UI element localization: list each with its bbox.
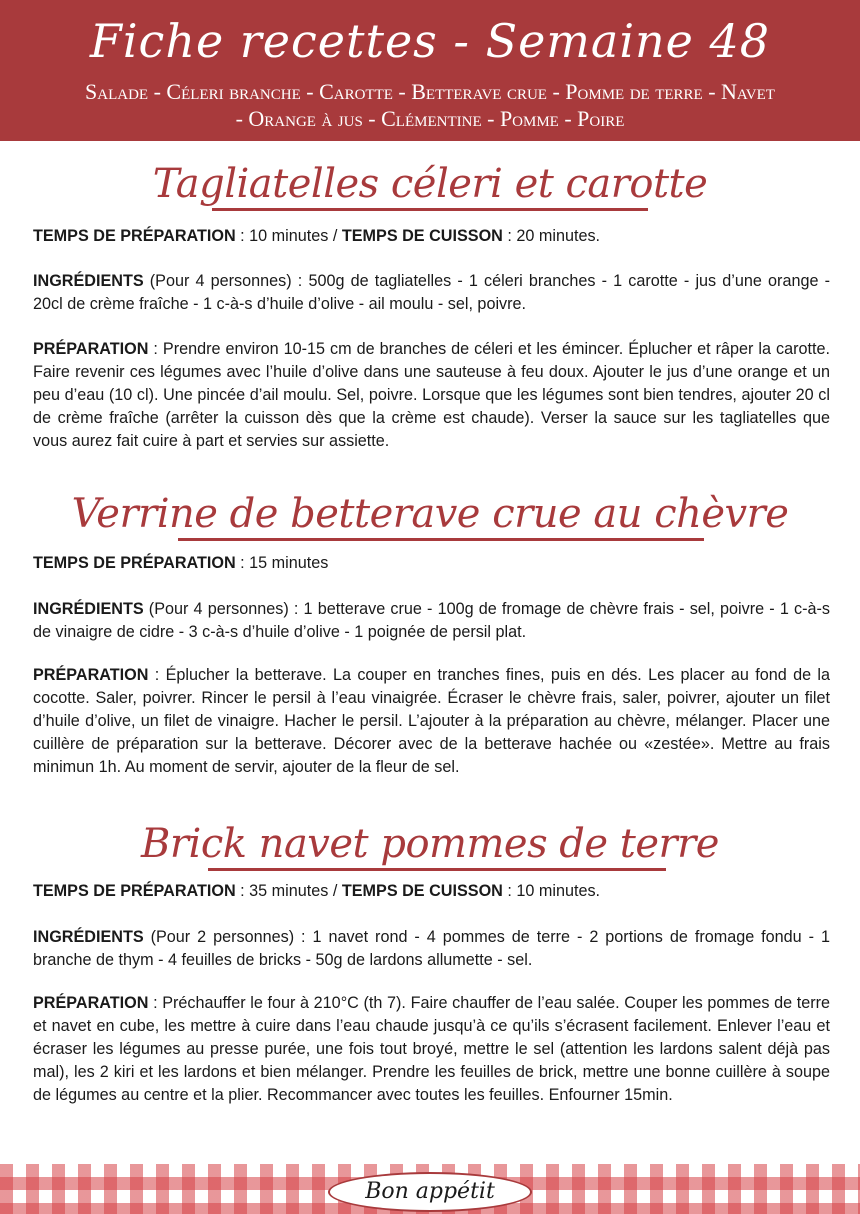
recipe-1-ingredients-list: 500g de tagliatelles - 1 céleri branches - 1 carotte - jus d’une orange - 20cl de crème fraîche - 1 c-à-s d’huile d’olive - ail moulu - sel, poivre.: [33, 272, 830, 313]
recipe-3-title: Brick navet pommes de terre: [141, 821, 719, 867]
weekly-produce-list: Salade - Céleri branche - Carotte - Betterave crue - Pomme de terre - Navet - Orange à jus - Clémentine - Pomme - Poire: [85, 79, 775, 131]
prep-time-label: TEMPS DE PRÉPARATION: [33, 554, 236, 572]
ingredients-label: INGRÉDIENTS: [33, 600, 144, 618]
prep-time-label: TEMPS DE PRÉPARATION: [33, 227, 236, 245]
recipe-2-title-underline: [178, 538, 704, 541]
recipe-3-ingredients-list: 1 navet rond - 4 pommes de terre - 2 portions de fromage fondu - 1 branche de thym - 4 feuilles de bricks - 50g de lardons allumette - sel.: [33, 928, 830, 969]
recipe-2-preparation-text: Éplucher la betterave. La couper en tranches fines, puis en dés. Les placer au fond de la cocotte. Saler, poivrer. Rincer le persil à l’eau vinaigrée. Écraser le chèvre frais, saler, poivrer, ajouter un filet d’huile d’olive, un filet de vinaigre. Hacher le persil. L’ajouter à la préparation au chèvre, mélanger. Placer une cuillère de préparation sur la betterave. Décorer avec de la betterave hachée ou «zestée». Mettre au frais minimun 1h. Au moment de servir, ajouter de la fleur de sel.: [33, 666, 830, 776]
recipe-1-times: TEMPS DE PRÉPARATION : 10 minutes / TEMPS DE CUISSON : 20 minutes.: [33, 227, 601, 245]
recipe-2-ingredients: [33, 598, 830, 644]
recipe-3-prep-time: 35 minutes: [249, 882, 329, 900]
recipe-3-cook-time: 10 minutes.: [516, 882, 601, 900]
header-banner: [0, 0, 860, 141]
preparation-label: PRÉPARATION: [33, 666, 149, 684]
recipe-2-prep-time: 15 minutes: [249, 554, 329, 572]
recipe-2-times: TEMPS DE PRÉPARATION : 15 minutes: [33, 554, 329, 572]
ingredients-label: INGRÉDIENTS: [33, 928, 144, 946]
recipe-1-prep-time: 10 minutes: [249, 227, 329, 245]
recipe-1-servings: (Pour 4 personnes) :: [143, 272, 309, 290]
recipe-3-title-underline: [208, 868, 666, 871]
cook-time-label: TEMPS DE CUISSON: [341, 227, 503, 245]
recipe-2-ingredients-list: 1 betterave crue - 100g de fromage de chèvre frais - sel, poivre - 1 c-à-s de vinaigre de cidre - 3 c-à-s d’huile d’olive - 1 poignée de persil plat.: [33, 600, 830, 641]
recipe-3-preparation-text: Préchauffer le four à 210°C (th 7). Faire chauffer de l’eau salée. Couper les pommes de terre et navet en cube, les mettre à cuire dans l’eau chaude jusqu’à ce qu’ils s’écrasent facilement. Enlever l’eau et écraser les légumes au presse purée, une fois tout broyé, mettre le sel (attention les lardons salent déjà pas mal), les 2 kiri et les lardons et bien mélanger. Prendre les feuilles de brick, mettre une bonne cuillère à soupe de légumes au centre et la plier. Recommancer avec toutes les feuilles. Enfourner 15min.: [33, 994, 830, 1104]
preparation-label: PRÉPARATION: [33, 994, 149, 1012]
recipe-3-times: TEMPS DE PRÉPARATION : 35 minutes / TEMPS DE CUISSON : 10 minutes.: [33, 882, 601, 900]
cook-time-label: TEMPS DE CUISSON: [341, 882, 503, 900]
ingredients-label: INGRÉDIENTS: [33, 272, 144, 290]
recipe-3-servings: (Pour 2 personnes) :: [143, 928, 313, 946]
recipe-2-servings: (Pour 4 personnes) :: [143, 600, 304, 618]
recipe-3-preparation: PRÉPARATION : Préchauffer le four à 210°C (th 7). Faire chauffer de l’eau salée. Couper les pommes de terre et navet en cube, les mettre à cuire dans l’eau chaude jusqu’à ce qu’ils s’écrasent facilement. Enlever l’eau et écraser les légumes au presse purée, une fois tout broyé, mettre le sel (attention les lardons salent déjà pas mal), les 2 kiri et les lardons et bien mélanger. Prendre les feuilles de brick, mettre une bonne cuillère à soupe de légumes au centre et la plier. Recommancer avec toutes les feuilles. Enfourner 15min.: [33, 994, 830, 1104]
recipe-2-preparation: PRÉPARATION : Éplucher la betterave. La couper en tranches fines, puis en dés. Les placer au fond de la cocotte. Saler, poivrer. Rincer le persil à l’eau vinaigrée. Écraser le chèvre frais, saler, poivrer, ajouter un filet d’huile d’olive, un filet de vinaigre. Hacher le persil. L’ajouter à la préparation au chèvre, mélanger. Placer une cuillère de préparation sur la betterave. Décorer avec de la betterave hachée ou «zestée». Mettre au frais minimun 1h. Au moment de servir, ajouter de la fleur de sel.: [33, 666, 830, 776]
recipe-1-ingredients: [33, 270, 830, 316]
recipe-1-title: Tagliatelles céleri et carotte: [152, 161, 708, 207]
recipe-1-title-underline: [212, 208, 648, 211]
recipe-1-cook-time: 20 minutes.: [516, 227, 601, 245]
prep-time-label: TEMPS DE PRÉPARATION: [33, 882, 236, 900]
recipe-2-title: Verrine de betterave crue au chèvre: [71, 491, 789, 537]
page-title: Fiche recettes - Semaine 48: [89, 14, 771, 68]
recipe-1-preparation: PRÉPARATION : Prendre environ 10-15 cm de branches de céleri et les émincer. Éplucher et râper la carotte. Faire revenir ces légumes avec l’huile d’olive dans une sauteuse à feu doux. Ajouter le jus d’une orange et un peu d’eau (10 cl). Une pincée d’ail moulu. Sel, poivre. Lorsque que les légumes sont bien tendres, ajouter 20 cl de crème fraîche (arrêter la cuisson dès que la crème est chaude). Verser la sauce sur les tagliatelles que vous aurez fait cuire à part et servies sur assiette.: [33, 340, 830, 450]
recipe-1-preparation-text: Prendre environ 10-15 cm de branches de céleri et les émincer. Éplucher et râper la carotte. Faire revenir ces légumes avec l’huile d’olive dans une sauteuse à feu doux. Ajouter le jus d’une orange et un peu d’eau (10 cl). Une pincée d’ail moulu. Sel, poivre. Lorsque que les légumes sont bien tendres, ajouter 20 cl de crème fraîche (arrêter la cuisson dès que la crème est chaude). Verser la sauce sur les tagliatelles que vous aurez fait cuire à part et servies sur assiette.: [33, 340, 830, 450]
preparation-label: PRÉPARATION: [33, 340, 149, 358]
bon-appetit-badge: Bon appétit: [328, 1172, 532, 1212]
recipe-3-ingredients: [33, 926, 830, 972]
